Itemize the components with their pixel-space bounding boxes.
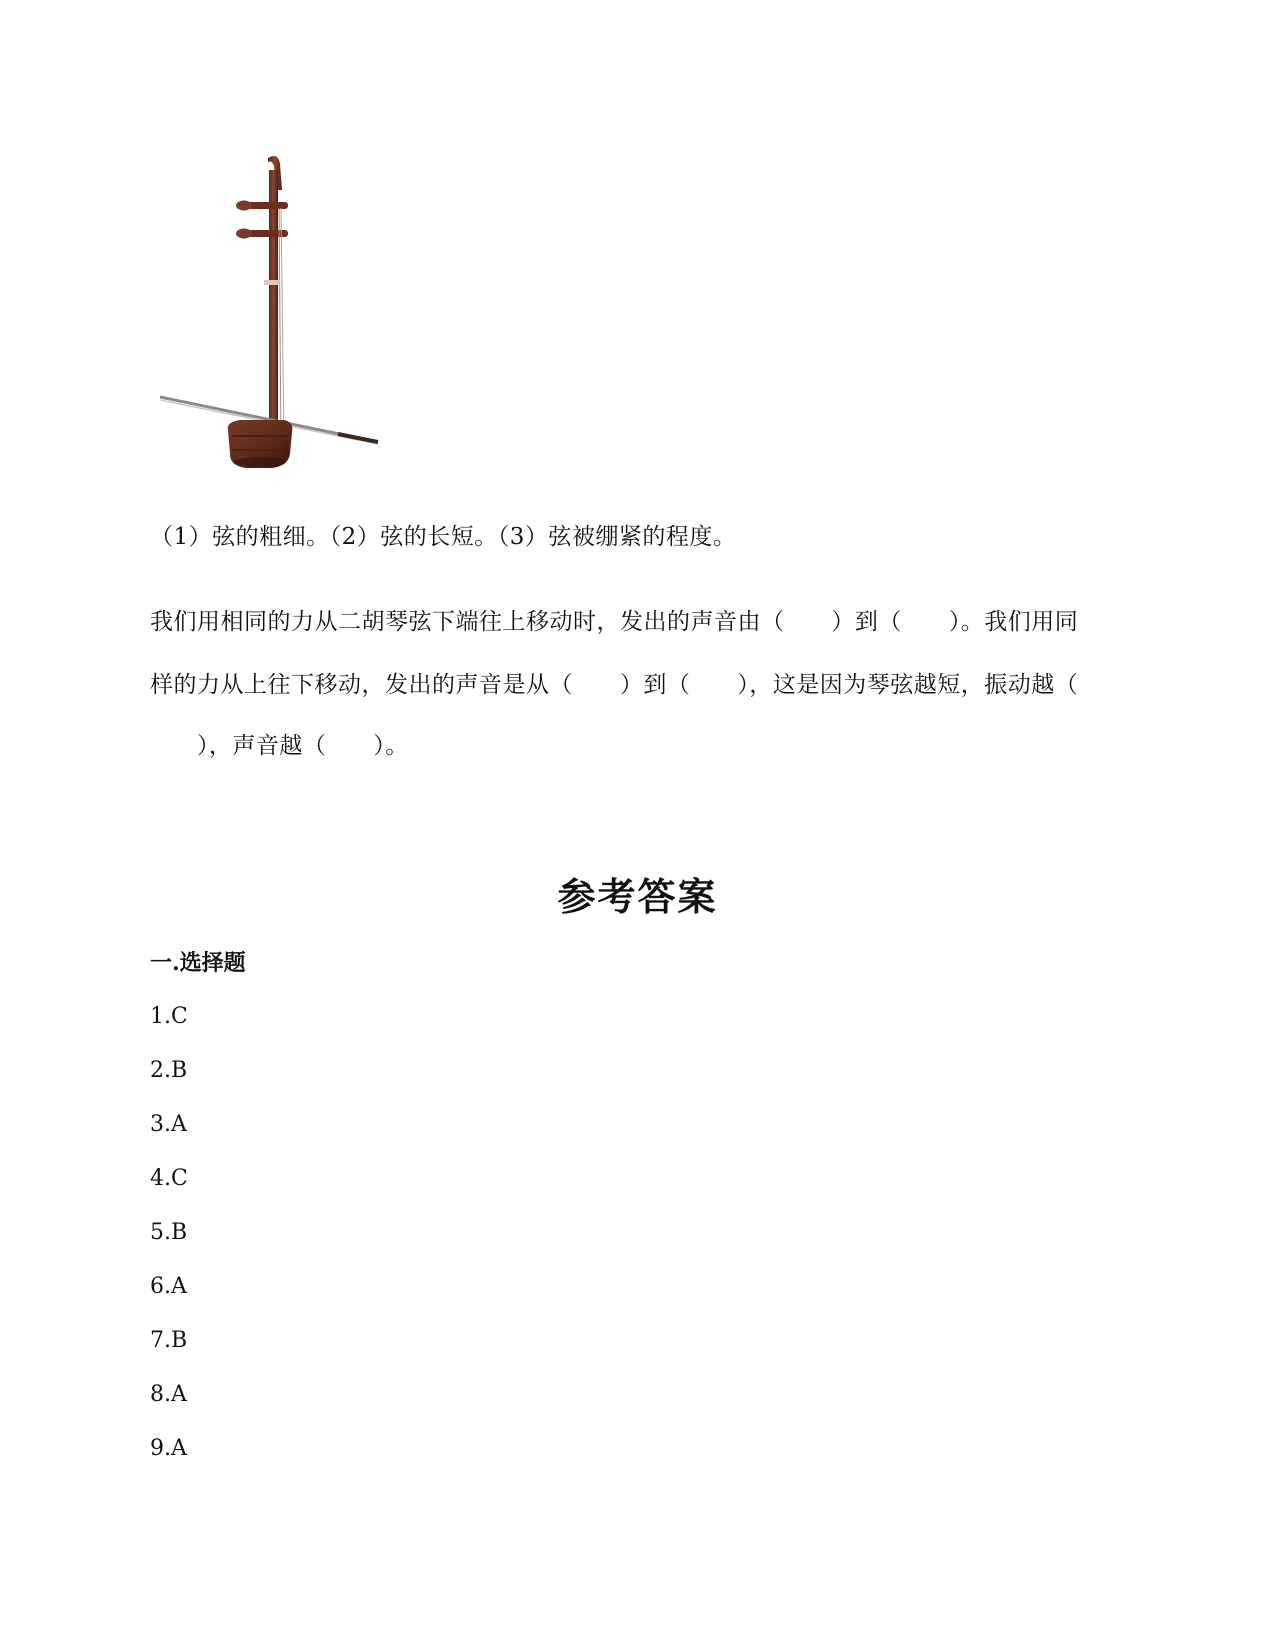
answer-item: 2.B: [150, 1058, 188, 1083]
answer-item: 6.A: [150, 1274, 187, 1299]
answer-item: 5.B: [150, 1220, 188, 1245]
answers-title: 参考答案: [557, 874, 718, 919]
answer-item: 4.C: [150, 1166, 188, 1191]
section-heading: 一.选择题: [150, 950, 246, 976]
answer-item: 1.C: [150, 1004, 188, 1029]
question-line-1: 我们用相同的力从二胡琴弦下端往上移动时，发出的声音由（ ）到（ ）。我们用同: [150, 609, 1079, 635]
answer-list: [150, 1002, 188, 1488]
erhu-icon: [160, 150, 400, 490]
question-line-3: ），声音越（ ）。: [150, 733, 409, 759]
answer-item: 8.A: [150, 1382, 187, 1407]
question-line-2: 样的力从上往下移动，发出的声音是从（ ）到（ ），这是因为琴弦越短，振动越（: [150, 672, 1079, 698]
answer-item: 3.A: [150, 1112, 187, 1137]
answer-item: 9.A: [150, 1436, 187, 1461]
answer-item: 7.B: [150, 1328, 188, 1353]
factors-line: （1）弦的粗细。（2）弦的长短。（3）弦被绷紧的程度。: [150, 524, 737, 550]
